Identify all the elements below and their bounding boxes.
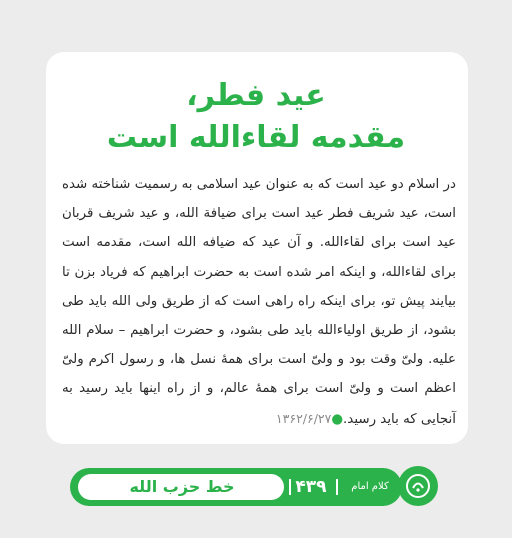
body-text [62,170,456,434]
footer-bar [70,468,402,506]
issue-number: ۴۳۹ [295,477,327,497]
title-line-2: مقدمه لقاءالله است [106,120,406,155]
separator [336,479,338,495]
logo-pill [78,474,284,500]
khamenei-ir-emblem-icon [398,466,438,506]
body-paragraph: در اسلام دو عید است که به عنوان عید اسلامی به رسمیت شناخته شده است، عید شریف فطر عید است برای ضیافة الله، و عید شریف قربان عید است برای لقاءالله. و آن عید که ضیافه الله است، مقدمه است برای لقاءالله، و اینکه امر شده است به حضرت ابراهیم که فریاد بزن تا بیایند پیش تو، برای اینکه راه راهی است که از طریق ولی الله باید طی بشود، از طریق اولیاءالله باید طی بشود، و حضرت ابراهیم – سلام الله علیه. ولیّ وقت بود و ولیّ است برای همهٔ نسل ها، و رسول اکرم ولیّ اعظم است و ولیّ است برای همهٔ عالم، و از راه اینها باید رسید به آنجایی که باید رسید. [62,177,456,427]
date-label: ۱۳۶۲/۶/۲۷ [275,410,332,426]
series-label: کلام امام [351,481,389,492]
logo-wordmark: خط حزب الله [129,477,235,496]
title-line-1: عید فطر، [186,78,326,113]
end-mark: ● [331,411,344,427]
